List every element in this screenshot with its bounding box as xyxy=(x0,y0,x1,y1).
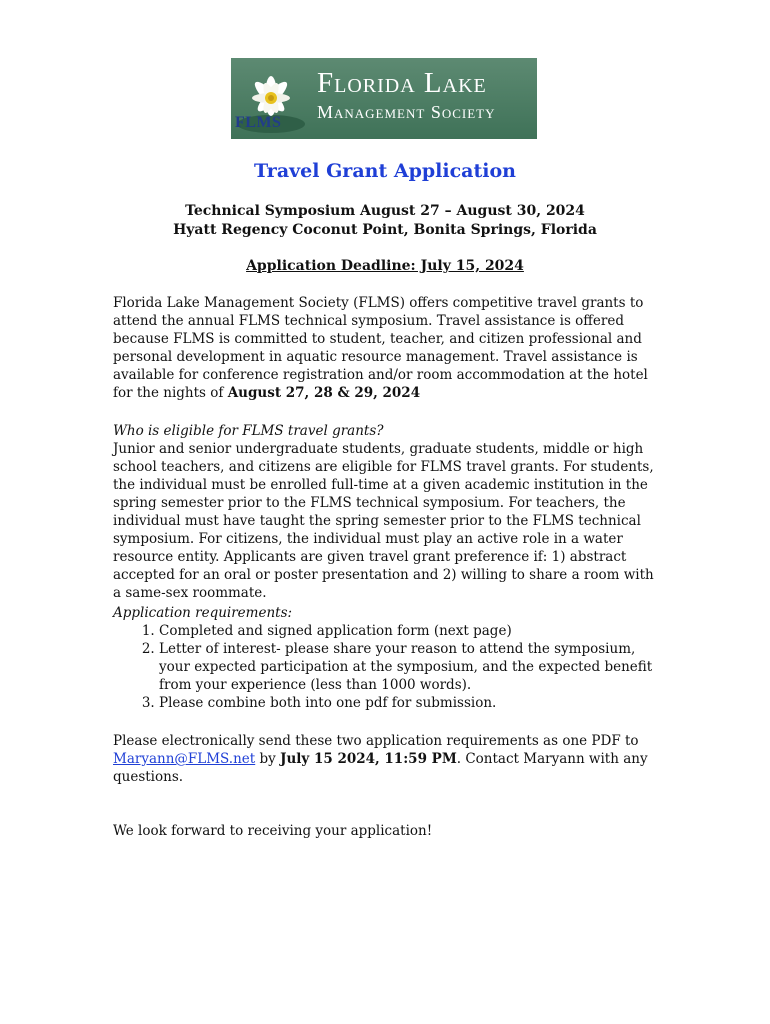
venue-line: Hyatt Regency Coconut Point, Bonita Springs, Florida xyxy=(173,222,597,238)
intro-dates: August 27, 28 & 29, 2024 xyxy=(227,385,421,401)
submission-text-after: . Contact Maryann with any questions. xyxy=(113,751,648,785)
submission-deadline: July 15 2024, 11:59 PM xyxy=(280,751,457,767)
eligibility-section xyxy=(113,422,661,602)
event-line: Technical Symposium August 27 – August 30, 2024 xyxy=(185,203,585,219)
email-link[interactable]: Maryann@FLMS.net xyxy=(113,751,256,767)
eligibility-text: Junior and senior undergraduate students, graduate students, middle or high school teachers, and citizens are eligible for FLMS travel grants. For students, the individual must be enrolled full-time at a given academic institution in the spring semester prior to the FLMS technical symposium. For teachers, the individual must have taught the spring semester prior to the FLMS technical symposium. For citizens, the individual must play an active role in a water resource entity. Applicants are given travel grant preference if: 1) abstract accepted for an oral or poster presentation and 2) willing to share a room with a same-sex roommate. xyxy=(113,441,654,601)
submission-text-by: by xyxy=(255,751,281,767)
submission-text-before: Please electronically send these two application requirements as one PDF to xyxy=(113,733,639,749)
logo-name-line2: Management Society xyxy=(317,102,496,122)
submission-paragraph xyxy=(113,732,661,786)
list-item: 2. Letter of interest- please share your reason to attend the symposium, your expected participation at the symposium, and the expected benefit from your experience (less than 1000 words). xyxy=(159,640,661,694)
list-item: 3. Please combine both into one pdf for submission. xyxy=(159,694,661,712)
deadline-line: Application Deadline: July 15, 2024 xyxy=(246,258,524,274)
list-item: 1. Completed and signed application form (next page) xyxy=(159,622,661,640)
eligibility-heading: Who is eligible for FLMS travel grants? xyxy=(113,423,384,439)
logo-name-line1: Florida Lake xyxy=(317,67,487,99)
intro-text: Florida Lake Management Society (FLMS) offers competitive travel grants to attend the annual FLMS technical symposium. Travel assistance is offered because FLMS is committed to student, teacher, and citizen professional and personal development in aquatic resource management. Travel assistance is available for conference registration and/or room accommodation at the hotel for the nights of xyxy=(113,295,648,401)
requirements-heading: Application requirements: xyxy=(113,605,293,621)
flms-logo xyxy=(231,58,537,139)
requirements-list xyxy=(113,622,661,712)
requirements-section xyxy=(113,604,661,712)
intro-paragraph xyxy=(113,294,661,402)
page-title: Travel Grant Application xyxy=(254,160,516,182)
closing-line: We look forward to receiving your application! xyxy=(113,823,433,839)
logo-flms-mark: FLMS xyxy=(235,114,282,131)
